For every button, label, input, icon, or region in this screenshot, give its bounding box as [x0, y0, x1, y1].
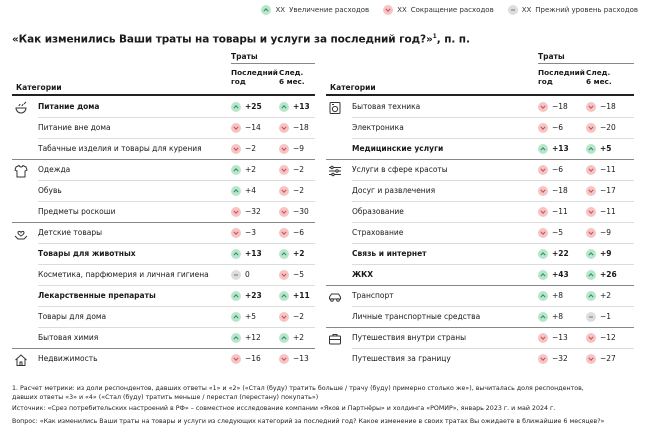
- category-label: Транспорт: [352, 291, 394, 300]
- last-year-value: [538, 291, 570, 301]
- trend-up-icon: [586, 249, 596, 259]
- value-number: −13: [293, 354, 309, 363]
- last-year-value: [538, 333, 570, 343]
- table-row: [12, 306, 315, 327]
- last-year-value: [538, 249, 570, 259]
- table-row: [12, 180, 315, 201]
- value-number: +26: [600, 270, 617, 279]
- legend: [261, 5, 638, 15]
- header-group-rule: [231, 63, 315, 64]
- trend-up-icon: [231, 165, 241, 175]
- category-label: Медицинские услуги: [352, 144, 444, 153]
- category-label: Обувь: [38, 186, 62, 195]
- value-number: −5: [293, 270, 305, 279]
- value-number: −3: [245, 228, 257, 237]
- table-row: [12, 159, 315, 180]
- header-group-rule: [538, 63, 634, 64]
- table-row: [326, 264, 634, 285]
- value-number: −18: [293, 123, 309, 132]
- next-6m-value: [586, 312, 618, 322]
- trend-up-icon: [586, 144, 596, 154]
- trend-up-icon: [586, 291, 596, 301]
- last-year-value: [231, 312, 263, 322]
- table-row: [12, 264, 315, 285]
- value-number: −11: [600, 165, 616, 174]
- value-number: −11: [600, 207, 616, 216]
- next-6m-value: [586, 228, 618, 238]
- trend-down-icon: [586, 228, 596, 238]
- category-label: Одежда: [38, 165, 71, 174]
- category-label: Досуг и развлечения: [352, 186, 436, 195]
- last-year-value: [538, 207, 570, 217]
- category-label: Образование: [352, 207, 404, 216]
- next-6m-value: [586, 123, 618, 133]
- trend-down-icon: [586, 186, 596, 196]
- next-6m-value: [279, 144, 311, 154]
- next-6m-value: [279, 354, 311, 364]
- next-6m-value: [586, 249, 618, 259]
- trend-up-icon: [231, 291, 241, 301]
- category-label: Бытовая техника: [352, 102, 421, 111]
- table-row: [12, 201, 315, 222]
- legend-xx: XX: [397, 6, 407, 14]
- category-label: Бытовая химия: [38, 333, 99, 342]
- category-label: Услуги в сфере красоты: [352, 165, 448, 174]
- category-label: Путешествия внутри страны: [352, 333, 467, 342]
- trend-down-icon: [538, 165, 548, 175]
- trend-down-icon: [538, 228, 548, 238]
- category-label: Личные транспортные средства: [352, 312, 481, 321]
- trend-up-icon: [586, 270, 596, 280]
- category-label: Табачные изделия и товары для курения: [38, 144, 202, 153]
- trend-down-icon: [279, 228, 289, 238]
- value-number: −32: [245, 207, 261, 216]
- next-6m-value: [586, 291, 618, 301]
- next-6m-value: [586, 102, 618, 112]
- next-6m-value: [586, 333, 618, 343]
- last-year-value: [231, 102, 263, 112]
- table-row: [326, 201, 634, 222]
- trend-up-icon: [279, 102, 289, 112]
- category-label: Косметика, парфюмерия и личная гигиена: [38, 270, 209, 279]
- table-row: [326, 306, 634, 327]
- next-6m-value: [586, 165, 618, 175]
- value-number: −32: [552, 354, 568, 363]
- trend-down-icon: [279, 165, 289, 175]
- header-next-6m-l2: 6 мес.: [586, 76, 612, 86]
- category-label: Связь и интернет: [352, 249, 427, 258]
- last-year-value: [538, 270, 570, 280]
- value-number: +2: [245, 165, 257, 174]
- trend-down-icon: [231, 354, 241, 364]
- table-row: [326, 159, 634, 180]
- legend-xx: XX: [521, 6, 532, 14]
- legend-label: Прежний уровень расходов: [535, 6, 638, 14]
- next-6m-value: [279, 249, 311, 259]
- last-year-value: [538, 228, 570, 238]
- table-row: [12, 348, 315, 369]
- header-next-6m-l2: 6 мес.: [279, 76, 305, 86]
- legend-item-decrease: [383, 5, 494, 15]
- last-year-value: [538, 312, 570, 322]
- value-number: +9: [600, 249, 612, 258]
- trend-down-icon: [231, 144, 241, 154]
- value-number: +5: [245, 312, 257, 321]
- next-6m-value: [586, 144, 618, 154]
- legend-xx: XX: [275, 6, 286, 14]
- value-number: +2: [600, 291, 612, 300]
- value-number: −5: [552, 228, 564, 237]
- category-label: Питание вне дома: [38, 123, 111, 132]
- trend-up-icon: [538, 291, 548, 301]
- value-number: 0: [245, 270, 250, 279]
- trend-down-icon: [279, 312, 289, 322]
- value-number: −2: [293, 165, 305, 174]
- value-number: −2: [293, 312, 305, 321]
- table-row: [326, 117, 634, 138]
- trend-up-icon: [231, 312, 241, 322]
- next-6m-value: [279, 123, 311, 133]
- table-row: [12, 117, 315, 138]
- title-footnote-ref: 1: [432, 33, 437, 40]
- value-number: −18: [552, 102, 568, 111]
- table-row: [326, 348, 634, 369]
- table-row: [326, 96, 634, 117]
- next-6m-value: [279, 228, 311, 238]
- value-number: −2: [293, 186, 305, 195]
- value-number: −6: [552, 123, 564, 132]
- header-next-6m-l1: След.: [586, 68, 611, 77]
- last-year-value: [231, 144, 263, 154]
- trend-up-icon: [279, 291, 289, 301]
- category-label: Страхование: [352, 228, 404, 237]
- footnote-metric: 1. Расчет метрики: из доли респондентов, давших ответы «1» и «2» («Стал (буду) тратить больше / трачу (буду) примерно столько же»), вычиталась доля респондентов, давших ответы «3» и «4» («Стал (буду) тратить меньше / перестал (перестану) покупать»): [12, 385, 584, 401]
- next-6m-value: [279, 291, 311, 301]
- last-year-value: [538, 354, 570, 364]
- value-number: +13: [552, 144, 569, 153]
- category-label: Электроника: [352, 123, 404, 132]
- trend-up-icon: [538, 270, 548, 280]
- value-number: +12: [245, 333, 261, 342]
- category-label: Питание дома: [38, 102, 100, 111]
- legend-item-increase: [261, 5, 369, 15]
- trend-down-icon: [538, 333, 548, 343]
- trend-down-icon: [586, 333, 596, 343]
- value-number: −18: [552, 186, 568, 195]
- value-number: +2: [293, 333, 305, 342]
- trend-down-icon: [538, 354, 548, 364]
- table-row: [326, 180, 634, 201]
- trend-down-icon: [279, 354, 289, 364]
- legend-same-marker: [508, 5, 518, 15]
- category-label: Лекарственные препараты: [38, 291, 156, 300]
- trend-up-icon: [279, 333, 289, 343]
- value-number: −2: [245, 144, 257, 153]
- last-year-value: [231, 228, 263, 238]
- category-label: ЖКХ: [352, 270, 374, 279]
- table-row: [326, 285, 634, 306]
- next-6m-value: [279, 207, 311, 217]
- header-category: Категории: [16, 83, 62, 92]
- value-number: −9: [600, 228, 612, 237]
- last-year-value: [538, 186, 570, 196]
- header-last-year: [231, 69, 278, 86]
- value-number: −11: [552, 207, 568, 216]
- trend-down-icon: [231, 123, 241, 133]
- category-label: Детские товары: [38, 228, 103, 237]
- value-number: +8: [552, 312, 564, 321]
- last-year-value: [538, 144, 570, 154]
- header-last-year-l1: Последний: [231, 68, 278, 77]
- value-number: −20: [600, 123, 616, 132]
- trend-up-icon: [231, 102, 241, 112]
- table-row: [12, 138, 315, 159]
- trend-down-icon: [538, 102, 548, 112]
- value-number: −17: [600, 186, 616, 195]
- last-year-value: [231, 207, 263, 217]
- category-label: Предметы роскоши: [38, 207, 116, 216]
- value-number: −12: [600, 333, 616, 342]
- trend-down-icon: [586, 354, 596, 364]
- trend-down-icon: [279, 144, 289, 154]
- left-table: [12, 52, 315, 374]
- value-number: −6: [293, 228, 305, 237]
- footnote-source: Источник: «Срез потребительских настроений в РФ» – совместное исследование компании «Яков и Партнёры» и холдинга «РОМИР», январь 2023 г. и май 2024 г.: [12, 405, 556, 412]
- trend-down-icon: [538, 186, 548, 196]
- header-last-year-l2: год: [231, 76, 246, 86]
- value-number: +25: [245, 102, 262, 111]
- value-number: +13: [245, 249, 262, 258]
- category-label: Недвижимость: [38, 354, 98, 363]
- legend-up-marker: [261, 5, 271, 15]
- last-year-value: [231, 354, 263, 364]
- value-number: −6: [552, 165, 564, 174]
- next-6m-value: [279, 102, 311, 112]
- trend-down-icon: [279, 270, 289, 280]
- legend-label: Сокращение расходов: [410, 6, 494, 14]
- last-year-value: [231, 123, 263, 133]
- trend-up-icon: [538, 312, 548, 322]
- next-6m-value: [586, 354, 618, 364]
- table-row: [326, 243, 634, 264]
- trend-down-icon: [231, 228, 241, 238]
- last-year-value: [231, 270, 263, 280]
- table-row: [12, 96, 315, 117]
- header-category: Категории: [330, 83, 376, 92]
- trend-down-icon: [279, 186, 289, 196]
- value-number: +11: [293, 291, 310, 300]
- footnote-question: Вопрос: «Как изменились Ваши траты на товары и услуги из следующих категорий за последний год? Какое изменение в своих тратах Вы ожидаете в ближайшие 6 месяцев?»: [12, 418, 605, 425]
- value-number: +8: [552, 291, 564, 300]
- title-main: «Как изменились Ваши траты на товары и услуги за последний год?»: [12, 33, 433, 46]
- next-6m-value: [586, 207, 618, 217]
- value-number: −18: [600, 102, 616, 111]
- value-number: +4: [245, 186, 257, 195]
- last-year-value: [538, 123, 570, 133]
- trend-up-icon: [231, 186, 241, 196]
- table-row: [12, 327, 315, 348]
- legend-item-same: [508, 5, 638, 15]
- trend-down-icon: [586, 165, 596, 175]
- table-row: [12, 285, 315, 306]
- trend-down-icon: [586, 123, 596, 133]
- header-last-year: [538, 69, 585, 86]
- table-row: [326, 222, 634, 243]
- last-year-value: [231, 186, 263, 196]
- chart-title: [12, 33, 470, 46]
- header-traty: Траты: [538, 52, 565, 61]
- legend-label: Увеличение расходов: [289, 6, 370, 14]
- trend-up-icon: [538, 144, 548, 154]
- next-6m-value: [279, 165, 311, 175]
- last-year-value: [231, 291, 263, 301]
- category-label: Путешествия за границу: [352, 354, 451, 363]
- value-number: −30: [293, 207, 309, 216]
- trend-up-icon: [231, 333, 241, 343]
- trend-down-icon: [538, 123, 548, 133]
- header-next-6m: [586, 69, 612, 86]
- trend-down-icon: [279, 207, 289, 217]
- trend-down-icon: [231, 207, 241, 217]
- last-year-value: [231, 333, 263, 343]
- last-year-value: [231, 249, 263, 259]
- value-number: +13: [293, 102, 310, 111]
- trend-down-icon: [586, 207, 596, 217]
- next-6m-value: [279, 186, 311, 196]
- last-year-value: [538, 165, 570, 175]
- trend-down-icon: [279, 123, 289, 133]
- last-year-value: [231, 165, 263, 175]
- trend-up-icon: [279, 249, 289, 259]
- legend-down-marker: [383, 5, 393, 15]
- right-table: [326, 52, 634, 374]
- header-next-6m: [279, 69, 305, 86]
- trend-same-icon: [231, 270, 241, 280]
- header-next-6m-l1: След.: [279, 68, 304, 77]
- value-number: −14: [245, 123, 261, 132]
- value-number: −27: [600, 354, 616, 363]
- category-label: Товары для животных: [38, 249, 136, 258]
- value-number: +22: [552, 249, 569, 258]
- table-row: [12, 243, 315, 264]
- table-row: [12, 222, 315, 243]
- category-label: Товары для дома: [38, 312, 107, 321]
- value-number: −9: [293, 144, 305, 153]
- trend-same-icon: [586, 312, 596, 322]
- trend-up-icon: [231, 249, 241, 259]
- next-6m-value: [279, 333, 311, 343]
- next-6m-value: [279, 312, 311, 322]
- next-6m-value: [586, 270, 618, 280]
- value-number: +2: [293, 249, 305, 258]
- value-number: +5: [600, 144, 612, 153]
- trend-up-icon: [538, 249, 548, 259]
- table-row: [326, 327, 634, 348]
- last-year-value: [538, 102, 570, 112]
- value-number: +23: [245, 291, 262, 300]
- value-number: −16: [245, 354, 261, 363]
- value-number: −1: [600, 312, 612, 321]
- next-6m-value: [586, 186, 618, 196]
- header-traty: Траты: [231, 52, 258, 61]
- value-number: +43: [552, 270, 569, 279]
- trend-down-icon: [586, 102, 596, 112]
- header-last-year-l2: год: [538, 76, 553, 86]
- title-tail: , п. п.: [436, 33, 470, 46]
- header-last-year-l1: Последний: [538, 68, 585, 77]
- trend-down-icon: [538, 207, 548, 217]
- next-6m-value: [279, 270, 311, 280]
- value-number: −13: [552, 333, 568, 342]
- table-row: [326, 138, 634, 159]
